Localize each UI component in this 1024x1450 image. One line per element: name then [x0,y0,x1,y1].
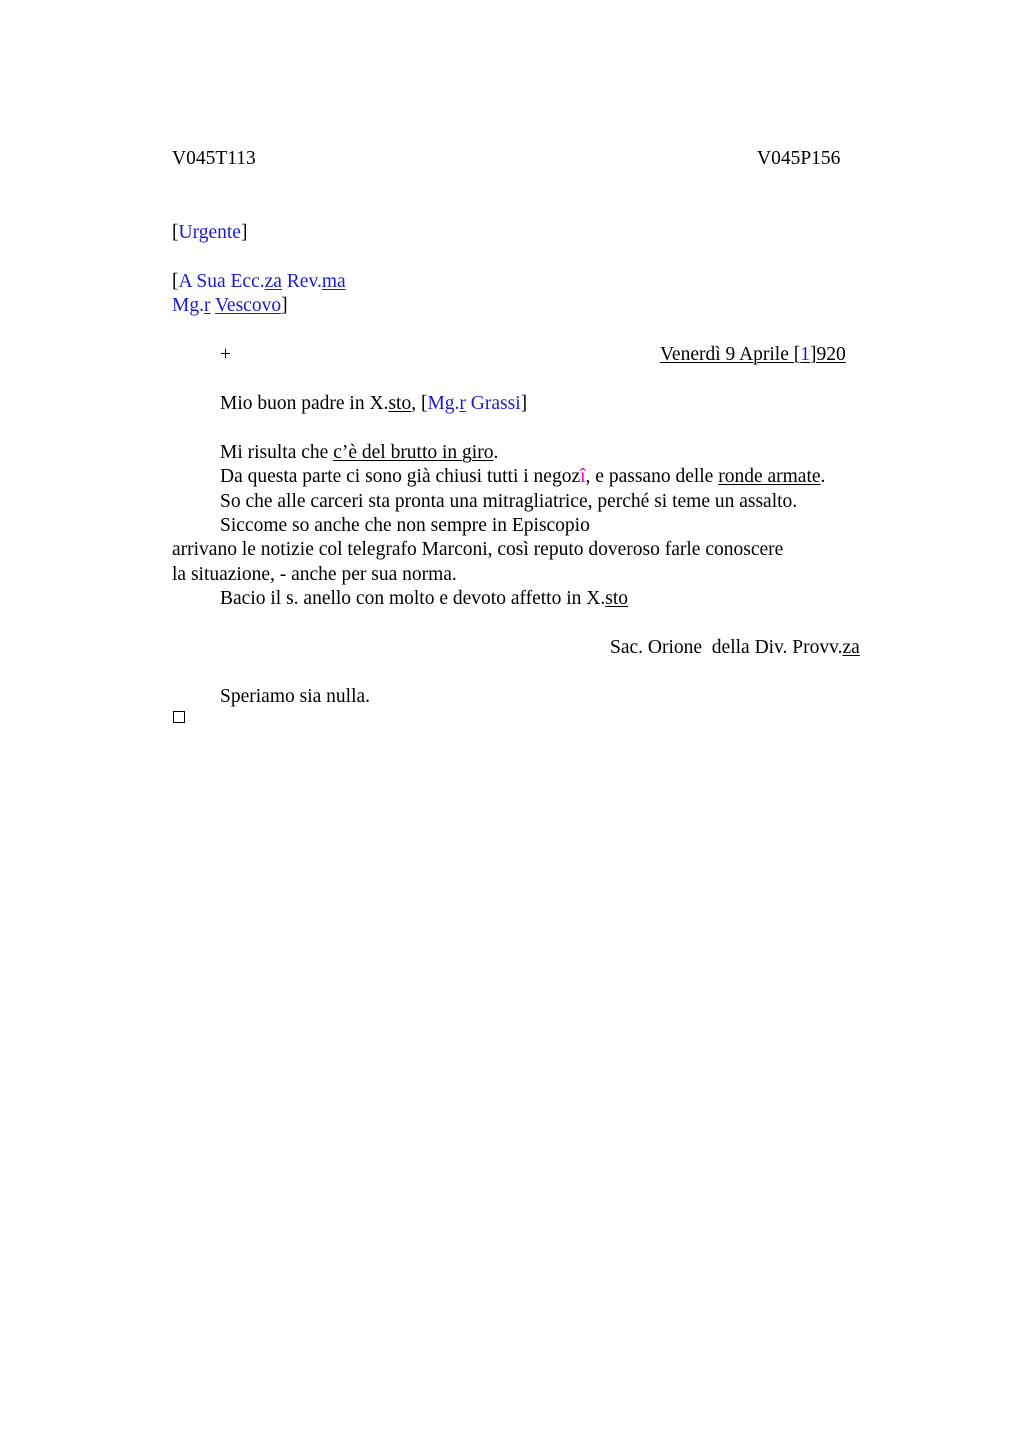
address-text: Rev. [281,271,322,292]
salutation-abbrev: r [459,393,466,414]
body-line-5: arrivano le notizie col telegrafo Marconi, così reputo doveroso farle conoscere [172,539,784,560]
body-text: . [493,442,499,463]
body-text: , e passano delle [585,466,719,487]
cross-symbol: + [220,344,231,365]
date-editorial-digit: 1 [800,344,811,365]
urgent-annotation: [Urgente] [172,222,248,243]
signature-text: Sac. Orione della Div. Provv. [610,637,843,658]
address-recipient: Vescovo [215,295,282,316]
date-text: Venerdì 9 Aprile [ [660,344,801,365]
salutation [220,394,527,414]
salutation-recipient: Mg. [427,393,460,414]
postscript: Speriamo sia nulla. [220,686,371,707]
body-text: Mi risulta che [220,442,334,463]
document-code-right: V045P156 [757,148,841,169]
salutation-text: Mio buon padre in X. [220,393,389,414]
letter-date [660,345,846,365]
urgent-label: Urgente [178,222,241,243]
body-underlined: sto [605,588,628,609]
body-line-4: Siccome so anche che non sempre in Episcopio [220,515,590,536]
body-line-6: la situazione, - anche per sua norma. [172,564,457,585]
address-text: A Sua Ecc. [178,271,265,292]
salutation-recipient: Grassi [465,393,521,414]
address-abbrev: ma [321,271,346,292]
address-text: Mg. [172,295,204,316]
address-abbrev: za [264,271,282,292]
salutation-text: ] [520,393,528,414]
address-abbrev: r [203,295,211,316]
body-line-3: So che alle carceri sta pronta una mitragliatrice, perché si teme un assalto. [220,491,798,512]
end-marker-box-icon [173,711,185,723]
body-text: . [820,466,826,487]
body-line-1 [220,443,498,463]
body-underlined: ronde armate [718,466,821,487]
address-line-2: Mg.r Vescovo] [172,295,288,316]
body-text: Bacio il s. anello con molto e devoto affetto in X. [220,588,606,609]
body-highlight: î [580,466,586,487]
body-line-2 [220,467,825,487]
signature [610,638,860,658]
body-underlined: c’è del brutto in giro [333,442,494,463]
signature-abbrev: za [842,637,860,658]
address-line-1: [A Sua Ecc.za Rev.ma [172,271,346,292]
date-text: ]920 [810,344,846,365]
salutation-abbrev: sto [388,393,412,414]
document-code-left: V045T113 [172,148,256,169]
salutation-text: , [ [411,393,428,414]
body-text: Da questa parte ci sono già chiusi tutti i negoz [220,466,581,487]
body-line-7 [220,589,628,609]
